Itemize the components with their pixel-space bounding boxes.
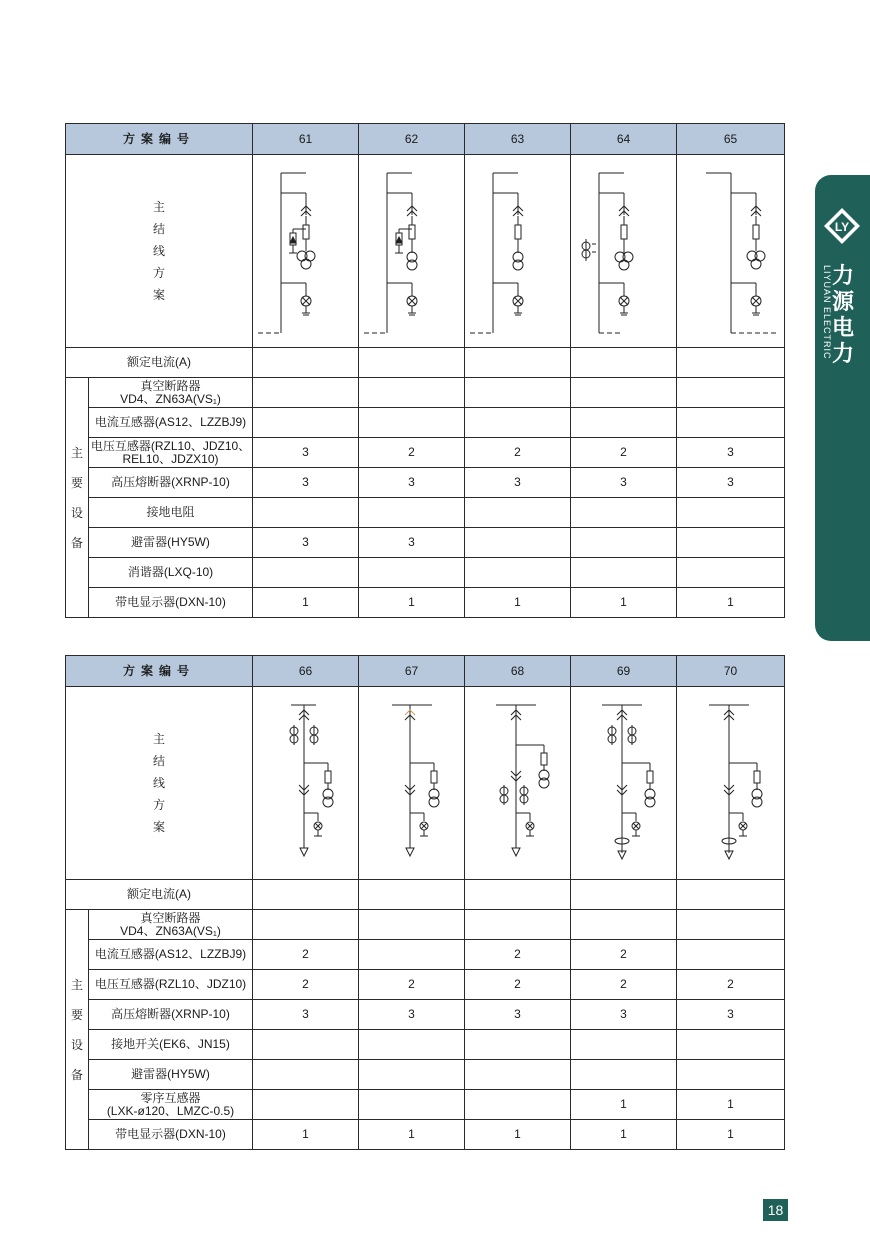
scheme-number: 70 <box>677 656 785 687</box>
scheme-number: 61 <box>253 124 359 155</box>
equipment-qty: 2 <box>571 970 677 1000</box>
equipment-qty <box>677 1030 785 1060</box>
equipment-qty <box>253 910 359 940</box>
equipment-qty <box>253 1090 359 1120</box>
equipment-qty <box>571 528 677 558</box>
equipment-qty: 2 <box>359 438 465 468</box>
equipment-qty <box>571 558 677 588</box>
equipment-qty <box>253 378 359 408</box>
equipment-qty <box>253 1060 359 1090</box>
equipment-qty: 1 <box>253 588 359 618</box>
equipment-qty: 3 <box>677 468 785 498</box>
equipment-qty <box>677 940 785 970</box>
equipment-qty: 3 <box>253 468 359 498</box>
equipment-label: 消谐器(LXQ-10) <box>89 558 253 588</box>
equipment-rows <box>66 910 785 1150</box>
equipment-rows <box>66 378 785 618</box>
equipment-qty <box>571 910 677 940</box>
wiring-diagram-63 <box>465 155 571 348</box>
rated-current-row <box>66 348 785 378</box>
scheme-number-label: 方案编号 <box>66 124 253 155</box>
equipment-row <box>66 1060 785 1090</box>
equipment-qty: 2 <box>465 970 571 1000</box>
equipment-qty: 1 <box>677 588 785 618</box>
equipment-row <box>66 408 785 438</box>
wiring-diagram-65 <box>677 155 785 348</box>
equipment-row <box>66 498 785 528</box>
equipment-label: 电流互感器(AS12、LZZBJ9) <box>89 940 253 970</box>
wiring-diagram-row <box>66 687 785 880</box>
scheme-number: 63 <box>465 124 571 155</box>
equipment-qty: 1 <box>253 1120 359 1150</box>
equipment-qty <box>677 558 785 588</box>
cell <box>571 880 677 910</box>
rated-current-row <box>66 880 785 910</box>
equipment-qty <box>359 498 465 528</box>
equipment-qty: 2 <box>253 940 359 970</box>
equipment-qty <box>253 558 359 588</box>
equipment-label: 真空断路器 VD4、ZN63A(VS₁) <box>89 910 253 940</box>
equipment-qty <box>359 1090 465 1120</box>
equipment-qty <box>465 558 571 588</box>
equipment-label: 避雷器(HY5W) <box>89 528 253 558</box>
wiring-diagram-67 <box>359 687 465 880</box>
equipment-label: 高压熔断器(XRNP-10) <box>89 468 253 498</box>
equipment-row <box>66 588 785 618</box>
equipment-qty: 1 <box>465 588 571 618</box>
brand-side-tab <box>815 175 870 641</box>
cell <box>571 348 677 378</box>
scheme-number: 66 <box>253 656 359 687</box>
equipment-qty: 3 <box>571 1000 677 1030</box>
equipment-qty: 3 <box>253 1000 359 1030</box>
equipment-label: 接地电阻 <box>89 498 253 528</box>
cell <box>465 348 571 378</box>
wiring-diagram-70 <box>677 687 785 880</box>
equipment-qty: 2 <box>465 438 571 468</box>
equipment-qty <box>677 498 785 528</box>
brand-name-en: LIYUAN ELECTRIC <box>822 265 832 360</box>
wiring-diagram-69 <box>571 687 677 880</box>
equipment-row <box>66 1090 785 1120</box>
equipment-row <box>66 378 785 408</box>
wiring-scheme-label: 主 结 线 方 案 <box>66 687 253 880</box>
rated-current-label: 额定电流(A) <box>66 880 253 910</box>
equipment-qty <box>359 1060 465 1090</box>
equipment-qty <box>359 910 465 940</box>
equipment-qty: 1 <box>571 1120 677 1150</box>
equipment-qty: 2 <box>677 970 785 1000</box>
cell <box>253 348 359 378</box>
equipment-qty: 3 <box>359 468 465 498</box>
scheme-number-label: 方案编号 <box>66 656 253 687</box>
equipment-qty <box>253 408 359 438</box>
equipment-qty <box>465 1090 571 1120</box>
equipment-qty: 2 <box>571 438 677 468</box>
equipment-qty <box>571 498 677 528</box>
scheme-number: 65 <box>677 124 785 155</box>
equipment-label: 电压互感器(RZL10、JDZ10、 REL10、JDZX10) <box>89 438 253 468</box>
equipment-label: 带电显示器(DXN-10) <box>89 588 253 618</box>
equipment-qty <box>465 910 571 940</box>
equipment-label: 接地开关(EK6、JN15) <box>89 1030 253 1060</box>
equipment-qty <box>677 910 785 940</box>
scheme-number-row <box>66 124 785 155</box>
equipment-qty <box>359 378 465 408</box>
equipment-row <box>66 468 785 498</box>
equipment-qty <box>359 558 465 588</box>
main-equipment-label: 主 要 设 备 <box>66 378 89 618</box>
equipment-qty: 2 <box>253 970 359 1000</box>
equipment-row <box>66 558 785 588</box>
equipment-qty: 3 <box>359 1000 465 1030</box>
equipment-qty: 1 <box>571 588 677 618</box>
equipment-qty <box>359 940 465 970</box>
equipment-qty: 3 <box>465 1000 571 1030</box>
equipment-qty: 3 <box>677 438 785 468</box>
page-number: 18 <box>763 1199 788 1221</box>
wiring-scheme-label: 主 结 线 方 案 <box>66 155 253 348</box>
equipment-label: 真空断路器 VD4、ZN63A(VS₁) <box>89 378 253 408</box>
equipment-qty <box>465 1060 571 1090</box>
equipment-qty <box>465 498 571 528</box>
equipment-qty: 2 <box>465 940 571 970</box>
equipment-qty <box>677 1060 785 1090</box>
equipment-row <box>66 940 785 970</box>
rated-current-label: 额定电流(A) <box>66 348 253 378</box>
equipment-qty: 3 <box>465 468 571 498</box>
equipment-qty <box>677 408 785 438</box>
equipment-qty <box>465 378 571 408</box>
equipment-qty <box>465 528 571 558</box>
equipment-qty: 3 <box>677 1000 785 1030</box>
svg-text:LY: LY <box>834 220 850 234</box>
equipment-row <box>66 970 785 1000</box>
equipment-qty <box>253 498 359 528</box>
equipment-qty <box>571 408 677 438</box>
scheme-number-row <box>66 656 785 687</box>
equipment-qty: 1 <box>677 1090 785 1120</box>
equipment-qty <box>677 528 785 558</box>
equipment-qty <box>465 1030 571 1060</box>
cell <box>677 880 785 910</box>
equipment-row <box>66 528 785 558</box>
equipment-qty: 1 <box>677 1120 785 1150</box>
equipment-qty <box>465 408 571 438</box>
equipment-row <box>66 910 785 940</box>
equipment-qty: 1 <box>465 1120 571 1150</box>
brand-logo-icon <box>823 207 861 245</box>
equipment-qty: 1 <box>359 1120 465 1150</box>
equipment-qty <box>571 1030 677 1060</box>
equipment-row <box>66 438 785 468</box>
cell <box>359 348 465 378</box>
equipment-qty: 2 <box>359 970 465 1000</box>
wiring-diagram-68 <box>465 687 571 880</box>
cell <box>359 880 465 910</box>
wiring-diagram-66 <box>253 687 359 880</box>
equipment-qty <box>571 1060 677 1090</box>
scheme-number: 68 <box>465 656 571 687</box>
equipment-qty: 3 <box>571 468 677 498</box>
wiring-diagram-62 <box>359 155 465 348</box>
brand-name-cn: 力源电力 <box>831 263 854 366</box>
spec-table-2 <box>65 655 785 1150</box>
equipment-qty <box>571 378 677 408</box>
equipment-label: 零序互感器 (LXK-ø120、LMZC-0.5) <box>89 1090 253 1120</box>
equipment-qty <box>359 1030 465 1060</box>
equipment-row <box>66 1030 785 1060</box>
equipment-label: 高压熔断器(XRNP-10) <box>89 1000 253 1030</box>
equipment-row <box>66 1120 785 1150</box>
equipment-qty: 1 <box>359 588 465 618</box>
cell <box>465 880 571 910</box>
scheme-number: 64 <box>571 124 677 155</box>
equipment-label: 电压互感器(RZL10、JDZ10) <box>89 970 253 1000</box>
spec-table-1 <box>65 123 785 618</box>
equipment-label: 电流互感器(AS12、LZZBJ9) <box>89 408 253 438</box>
cell <box>253 880 359 910</box>
cell <box>677 348 785 378</box>
equipment-qty: 1 <box>571 1090 677 1120</box>
scheme-number: 69 <box>571 656 677 687</box>
main-equipment-label: 主 要 设 备 <box>66 910 89 1150</box>
wiring-diagram-61 <box>253 155 359 348</box>
wiring-diagram-64 <box>571 155 677 348</box>
equipment-qty <box>359 408 465 438</box>
scheme-number: 67 <box>359 656 465 687</box>
scheme-number: 62 <box>359 124 465 155</box>
equipment-row <box>66 1000 785 1030</box>
equipment-qty <box>677 378 785 408</box>
equipment-qty: 3 <box>253 528 359 558</box>
equipment-label: 带电显示器(DXN-10) <box>89 1120 253 1150</box>
equipment-qty: 3 <box>359 528 465 558</box>
equipment-label: 避雷器(HY5W) <box>89 1060 253 1090</box>
equipment-qty: 2 <box>571 940 677 970</box>
equipment-qty <box>253 1030 359 1060</box>
equipment-qty: 3 <box>253 438 359 468</box>
wiring-diagram-row <box>66 155 785 348</box>
